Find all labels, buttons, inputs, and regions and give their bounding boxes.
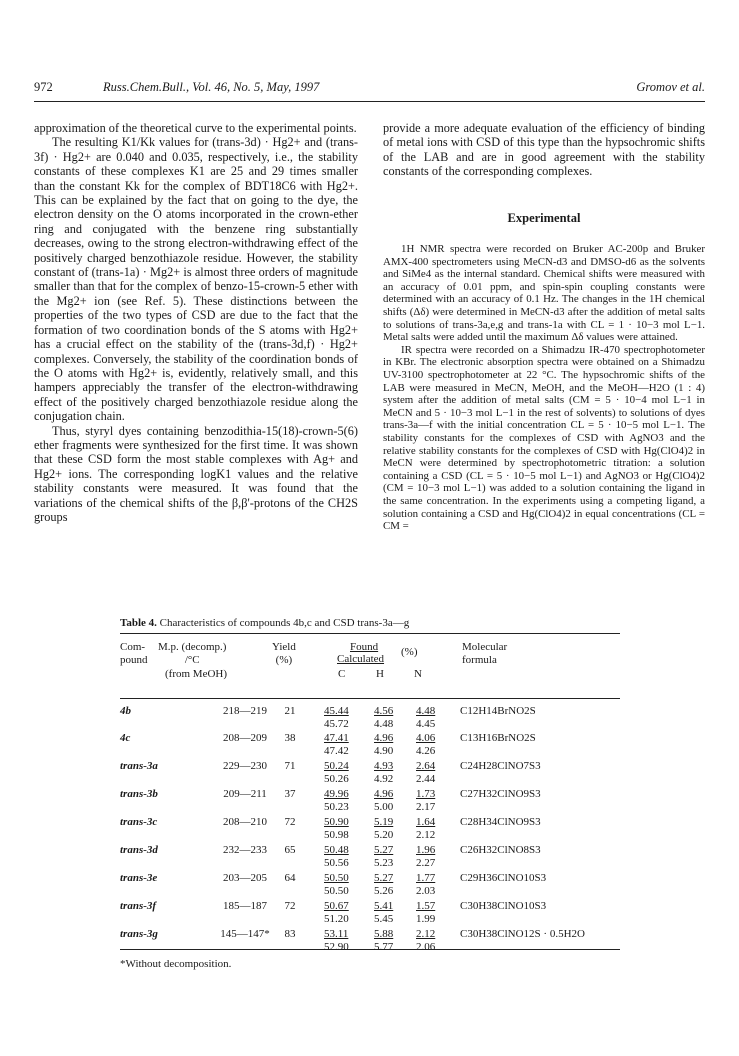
col-header-H: H bbox=[376, 668, 384, 680]
yield-value: 71 bbox=[284, 760, 296, 772]
calc-N: 2.44 bbox=[416, 773, 436, 785]
section-title: Experimental bbox=[507, 210, 581, 225]
journal-citation: Russ.Chem.Bull., Vol. 46, No. 5, May, 1997 bbox=[103, 80, 320, 94]
yield-value: 72 bbox=[284, 900, 296, 912]
compound-name: trans-3c bbox=[120, 816, 158, 828]
found-N: 4.48 bbox=[416, 705, 436, 717]
calc-N: 4.26 bbox=[416, 745, 436, 757]
table-rule-header bbox=[120, 698, 620, 699]
yield-value: 38 bbox=[284, 732, 296, 744]
table-row bbox=[120, 816, 620, 844]
col-header-N: N bbox=[414, 668, 422, 680]
calc-H: 4.90 bbox=[374, 745, 394, 757]
melting-point: 218—219 bbox=[223, 705, 267, 717]
compound-name: trans-3a bbox=[120, 760, 158, 772]
melting-point: 229—230 bbox=[223, 760, 267, 772]
melting-point: 208—209 bbox=[223, 732, 267, 744]
compound-name: trans-3f bbox=[120, 900, 157, 912]
calc-C: 50.23 bbox=[324, 801, 349, 813]
compound-name: trans-3b bbox=[120, 788, 158, 800]
found-C: 50.50 bbox=[324, 872, 349, 884]
calc-H: 5.26 bbox=[374, 885, 394, 897]
table-row bbox=[120, 928, 620, 956]
col-header-yield: Yield (%) bbox=[272, 641, 296, 666]
calc-H: 5.23 bbox=[374, 857, 394, 869]
molecular-formula: C30H38ClNO10S3 bbox=[460, 900, 547, 912]
yield-value: 64 bbox=[284, 872, 296, 884]
found-N: 1.64 bbox=[416, 816, 436, 828]
paragraph: IR spectra were recorded on a Shimadzu IR-470 spectrophotometer in KBr. The electronic absorption spectra were obtained on a Shimadzu UV-3100 spectrophotometer at 22 °C. The hypsochromic shifts of the LAB were measured in MeCN, MeOH, and the MeOH—H2O (1 : 4) system after the addition of metal salts (CM = 5 · 10−4 mol L−1 in MeCN and 5 · 10−3 mol L−1 in the rest of solvents) to solutions of dyes trans-3a—f with the initial concentration CL = 5 · 10−5 mol L−1. The stability constants for the complexes of CSD with AgNO3 and the relative stability constants for the complexes of CSD with Hg(ClO4)2 in MeCN were determined by spectrophotometric titration: a solution containing a CSD (CL = 5 · 10−5 mol L−1) and AgNO3 or Hg(ClO4)2 (CM = 10−3 mol L−1) was added to a solution containing the ligand in the same concentration. In the experiments using a competing ligand, a solution containing a CSD and Hg(ClO4)2 in equal concentrations (CL = CM = bbox=[383, 343, 705, 533]
yield-value: 65 bbox=[284, 844, 296, 856]
col-header-calculated: Calculated bbox=[337, 653, 385, 665]
found-H: 4.96 bbox=[374, 788, 394, 800]
calc-C: 50.98 bbox=[324, 829, 349, 841]
compound-name: trans-3e bbox=[120, 872, 158, 884]
right-column bbox=[383, 121, 705, 533]
calc-N: 1.99 bbox=[416, 913, 436, 925]
calc-C: 47.42 bbox=[324, 745, 349, 757]
calc-N: 4.45 bbox=[416, 718, 436, 730]
found-H: 4.56 bbox=[374, 705, 394, 717]
paragraph: provide a more adequate evaluation of the efficiency of binding of metal ions with CSD of this type than the hypsochromic shifts of the LAB and are in good agreement with the stability constants of the corresponding complexes. bbox=[383, 121, 705, 179]
molecular-formula: C26H32ClNO8S3 bbox=[460, 844, 541, 856]
found-N: 1.73 bbox=[416, 788, 436, 800]
col-header-percent: (%) bbox=[401, 646, 418, 658]
found-C: 50.24 bbox=[324, 760, 349, 772]
molecular-formula: C27H32ClNO9S3 bbox=[460, 788, 541, 800]
compound-name: trans-3g bbox=[120, 928, 158, 940]
col-header-formula: Molecular formula bbox=[462, 641, 508, 666]
header-rule bbox=[34, 101, 705, 102]
paragraph: approximation of the theoretical curve to the experimental points. bbox=[34, 121, 357, 135]
col-header-compound: Com- pound bbox=[120, 641, 148, 666]
found-H: 4.96 bbox=[374, 732, 394, 744]
calc-C: 50.50 bbox=[324, 885, 349, 897]
table-row bbox=[120, 705, 620, 733]
calc-C: 52.90 bbox=[324, 941, 349, 953]
found-N: 1.77 bbox=[416, 872, 436, 884]
calc-C: 50.56 bbox=[324, 857, 349, 869]
calc-C: 50.26 bbox=[324, 773, 349, 785]
compound-name: trans-3d bbox=[120, 844, 158, 856]
found-C: 50.90 bbox=[324, 816, 349, 828]
calc-C: 51.20 bbox=[324, 913, 349, 925]
calc-N: 2.03 bbox=[416, 885, 436, 897]
yield-value: 37 bbox=[284, 788, 296, 800]
found-H: 5.27 bbox=[374, 872, 394, 884]
table-row bbox=[120, 844, 620, 872]
author-name: Gromov et al. bbox=[636, 80, 705, 94]
table-rule-top bbox=[120, 633, 620, 634]
molecular-formula: C13H16BrNO2S bbox=[460, 732, 536, 744]
col-header-found: Found bbox=[350, 641, 379, 653]
molecular-formula: C12H14BrNO2S bbox=[460, 705, 536, 717]
col-header-mp-sub: (from MeOH) bbox=[165, 668, 228, 680]
table-row bbox=[120, 788, 620, 816]
melting-point: 145—147* bbox=[220, 928, 270, 940]
found-N: 1.57 bbox=[416, 900, 436, 912]
calc-H: 5.00 bbox=[374, 801, 394, 813]
yield-value: 72 bbox=[284, 816, 296, 828]
left-column bbox=[34, 121, 358, 524]
calc-H: 4.92 bbox=[374, 773, 394, 785]
molecular-formula: C29H36ClNO10S3 bbox=[460, 872, 547, 884]
melting-point: 209—211 bbox=[223, 788, 267, 800]
paragraph: 1H NMR spectra were recorded on Bruker AC-200p and Bruker AMX-400 spectrometers using MeCN-d3 and DMSO-d6 as the solvents and SiMe4 as the internal standard. Chemical shifts were measured with an accuracy of 0.01 ppm, and spin-spin coupling constants were determined with an accuracy of 0.1 Hz. The changes in the 1H chemical shifts (Δδ) were determined in MeCN-d3 after the addition of metal salts to solutions of trans-3a,e,g and trans-1a with CL = 1 · 10−3 mol L−1. Metal salts were added until the maximum Δδ values were attained. bbox=[383, 243, 705, 344]
melting-point: 208—210 bbox=[223, 816, 267, 828]
paragraph: Thus, styryl dyes containing benzodithia-15(18)-crown-5(6) ether fragments were synthesized for the first time. It was shown that these CSD form the most stable complexes with Ag+ and Hg2+ ions. The corresponding logK1 values and the relative stability constants were measured. It was found that the variations of the chemical shifts of the β,β'-protons of the CH2S groups bbox=[34, 423, 358, 524]
calc-N: 2.12 bbox=[416, 829, 436, 841]
calc-H: 5.45 bbox=[374, 913, 394, 925]
found-H: 5.88 bbox=[374, 928, 394, 940]
table-row bbox=[120, 900, 620, 928]
found-N: 2.12 bbox=[416, 928, 436, 940]
page-number: 972 bbox=[34, 80, 53, 94]
found-C: 50.48 bbox=[324, 844, 349, 856]
running-header bbox=[0, 80, 739, 100]
col-header-mp: M.p. (decomp.) /°C bbox=[158, 641, 227, 666]
found-C: 49.96 bbox=[324, 788, 349, 800]
calc-C: 45.72 bbox=[324, 718, 349, 730]
yield-value: 83 bbox=[284, 928, 296, 940]
table-footnote: *Without decomposition. bbox=[120, 958, 232, 970]
molecular-formula: C30H38ClNO12S · 0.5H2O bbox=[460, 928, 585, 940]
calc-H: 5.77 bbox=[374, 941, 394, 953]
table-caption-text: Characteristics of compounds 4b,c and CSD trans-3a—g bbox=[159, 617, 410, 629]
yield-value: 21 bbox=[284, 705, 296, 717]
found-H: 5.27 bbox=[374, 844, 394, 856]
found-H: 4.93 bbox=[374, 760, 394, 772]
compound-name: 4b bbox=[120, 705, 131, 717]
found-N: 4.06 bbox=[416, 732, 436, 744]
found-C: 47.41 bbox=[324, 732, 349, 744]
table-row bbox=[120, 732, 620, 760]
compound-name: 4c bbox=[120, 732, 131, 744]
found-N: 2.64 bbox=[416, 760, 436, 772]
found-H: 5.19 bbox=[374, 816, 394, 828]
found-N: 1.96 bbox=[416, 844, 436, 856]
col-header-C: C bbox=[338, 668, 346, 680]
table-caption bbox=[120, 617, 409, 629]
molecular-formula: C28H34ClNO9S3 bbox=[460, 816, 541, 828]
table-label: Table 4. bbox=[120, 617, 157, 629]
melting-point: 203—205 bbox=[223, 872, 267, 884]
found-C: 53.11 bbox=[324, 928, 349, 940]
table-rule-bottom bbox=[120, 949, 620, 950]
found-C: 45.44 bbox=[324, 705, 349, 717]
calc-H: 4.48 bbox=[374, 718, 394, 730]
melting-point: 185—187 bbox=[223, 900, 267, 912]
table-row bbox=[120, 760, 620, 788]
melting-point: 232—233 bbox=[223, 844, 267, 856]
found-H: 5.41 bbox=[374, 900, 394, 912]
table-row bbox=[120, 872, 620, 900]
calc-N: 2.17 bbox=[416, 801, 436, 813]
calc-N: 2.27 bbox=[416, 857, 436, 869]
calc-H: 5.20 bbox=[374, 829, 394, 841]
paragraph: The resulting K1/Kk values for (trans-3d) · Hg2+ and (trans-3f) · Hg2+ are 0.040 and 0.035, respectively, i.e., the stability constants of these complexes K1 are 25 and 29 times smaller than the constant Kk for the complex of BDT18C6 with Hg2+. This can be explained by the fact that on going to the dye, the electron density on the O atoms incorporated in the crown-ether ring and conjugated with the benzene ring substantially decreases, owing to the strong electron-withdrawing effect of the positively charged benzothiazole residue. However, the stability constant of (trans-1a) · Mg2+ is almost three orders of magnitude smaller than that for the complex of benzo-15-crown-5 ether with the Mg2+ ion (see Ref. 5). These distinctions between the properties of the two types of CSD are due to the fact that the formation of two coordination bonds of the S atoms with Hg2+ has a crucial effect on the stability of the (trans-3d,f) · Hg2+ complexes. Conversely, the stability of the coordination bonds of the O atoms with Hg2+ is, evidently, relatively small, and this hampers appreciably the transfer of the electron-withdrawing effect of the positively charged benzothiazole residue along the conjugation chain. bbox=[34, 135, 358, 424]
molecular-formula: C24H28ClNO7S3 bbox=[460, 760, 541, 772]
found-C: 50.67 bbox=[324, 900, 349, 912]
calc-N: 2.06 bbox=[416, 941, 436, 953]
